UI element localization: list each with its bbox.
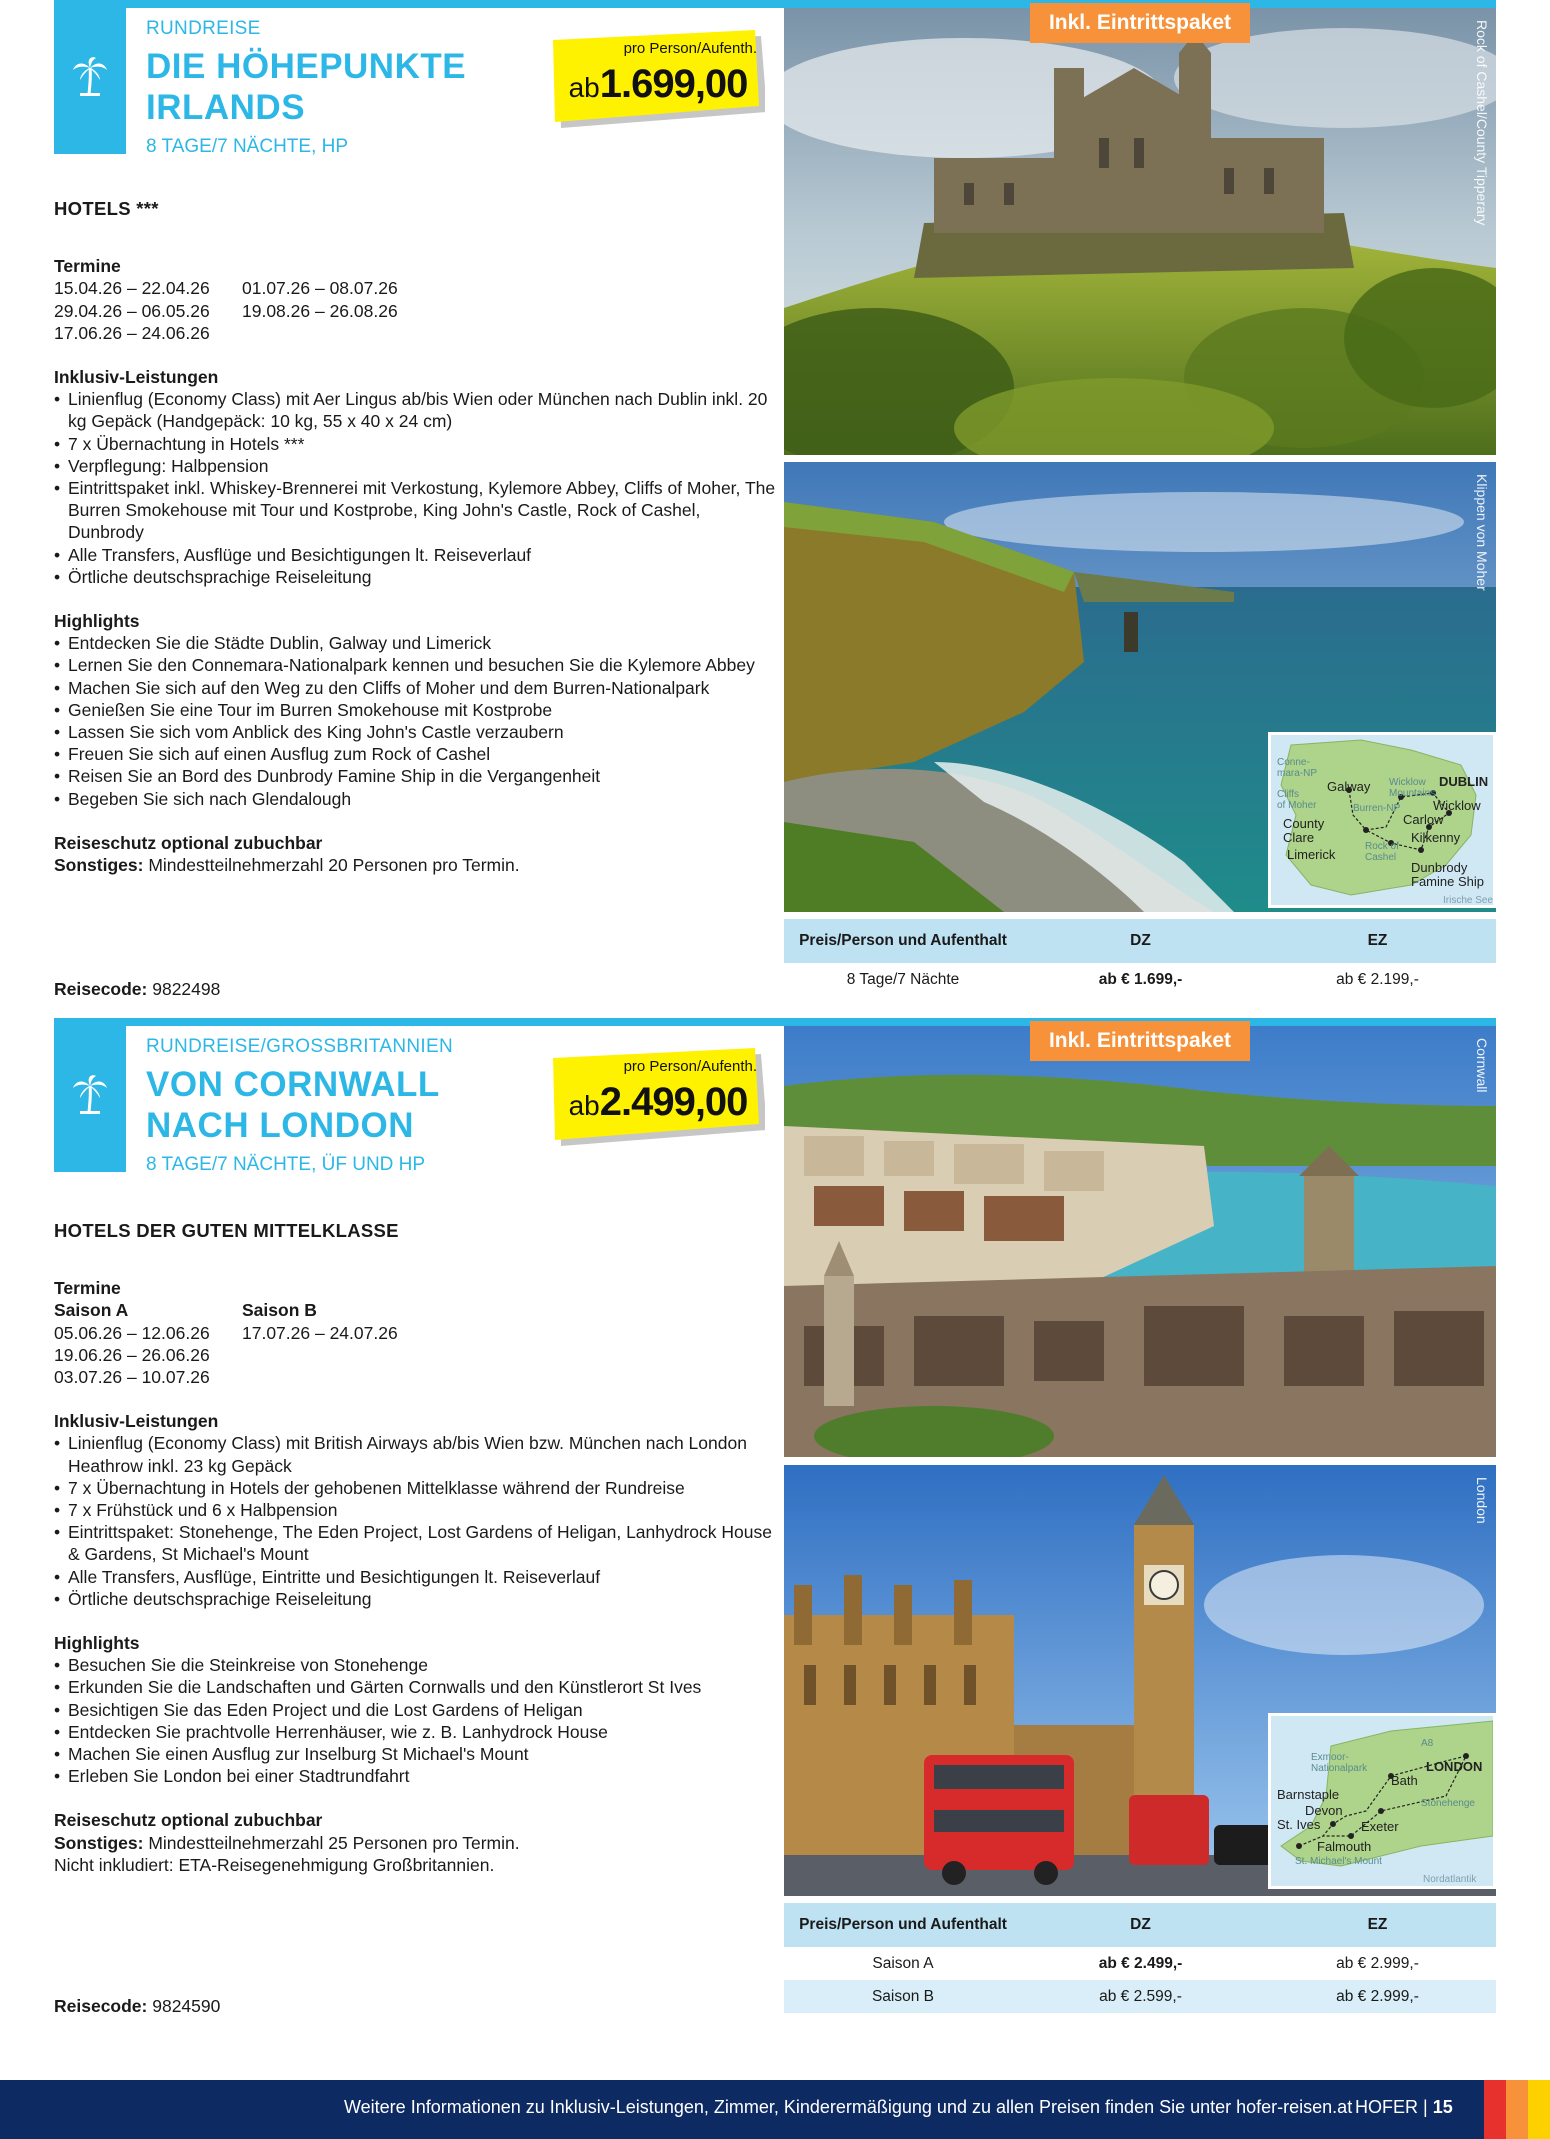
termine-col1: [54, 277, 242, 344]
map-label: Stonehenge: [1421, 1798, 1475, 1809]
price-badge: [545, 1046, 765, 1146]
reisecode: [54, 1996, 220, 2017]
termin: 19.08.26 – 26.08.26: [242, 300, 398, 321]
map-label: LONDON: [1426, 1759, 1483, 1774]
list-item: • 7 x Übernachtung in Hotels der gehobenen Mittelklasse während der Rundreise: [54, 1477, 779, 1499]
list-item: • Erleben Sie London bei einer Stadtrundfahrt: [54, 1765, 779, 1787]
tour-category-box: [54, 8, 126, 154]
section-top-rule: [54, 0, 1496, 8]
sonstiges-note: [54, 854, 779, 876]
map-label: A8: [1421, 1738, 1434, 1749]
tour-title: [146, 1064, 440, 1146]
termin: 01.07.26 – 08.07.26: [242, 278, 398, 299]
map-label: County Clare: [1283, 816, 1325, 845]
brand-name: HOFER: [1355, 2097, 1418, 2117]
list-item: • Entdecken Sie die Städte Dublin, Galway und Limerick: [54, 632, 779, 654]
map-label: Barnstaple: [1277, 1787, 1340, 1802]
brand-stripe: [1506, 2080, 1528, 2139]
map-label: Exeter: [1361, 1819, 1399, 1834]
reisecode-value: 9824590: [147, 1996, 221, 2016]
list-item: • Örtliche deutschsprachige Reiseleitung: [54, 1588, 779, 1610]
table-header: Preis/Person und Aufenthalt: [799, 932, 1007, 949]
tour-section-cornwall-london: [0, 1018, 1550, 2018]
list-item: • Machen Sie einen Ausflug zur Inselburg St Michael's Mount: [54, 1743, 779, 1765]
termin: 03.07.26 – 10.07.26: [54, 1367, 210, 1388]
price-table: [784, 1903, 1496, 2013]
palm-tree-icon: [72, 1074, 108, 1114]
table-header: DZ: [1130, 1916, 1151, 1933]
tour-category-box: [54, 1026, 126, 1172]
tour-title: [146, 46, 466, 128]
termin: 17.06.26 – 24.06.26: [54, 322, 210, 343]
list-item: • Linienflug (Economy Class) mit British Airways ab/bis Wien bzw. München nach London Heathrow inkl. 23 kg Gepäck: [54, 1432, 779, 1476]
table-header-row: [784, 919, 1496, 963]
list-item: • Eintrittspaket inkl. Whiskey-Brennerei mit Verkostung, Kylemore Abbey, Cliffs of Moher, The Burren Smokehouse mit Tour und Kostprobe, King John's Castle, Rock of Cashel, Dunbrody: [54, 477, 779, 544]
map-label: DUBLIN: [1439, 774, 1489, 789]
inklusiv-heading: Inklusiv-Leistungen: [54, 1411, 219, 1432]
tour-duration: 8 TAGE/7 NÄCHTE, ÜF UND HP: [146, 1154, 426, 1175]
price-note: pro Person/Aufenth.: [623, 40, 757, 57]
map-label: Rock of Cashel: [1365, 841, 1399, 863]
map-label: Burren-NP: [1353, 803, 1401, 814]
table-header-row: [784, 1903, 1496, 1947]
tour-kicker: RUNDREISE: [146, 18, 261, 39]
reiseschutz-note: Reiseschutz optional zubuchbar: [54, 1810, 323, 1831]
map-label: Devon: [1305, 1803, 1343, 1818]
photo-caption: Cornwall: [1474, 1038, 1490, 1093]
tour-section-ireland: [0, 0, 1550, 1005]
table-header: DZ: [1130, 932, 1151, 949]
hotel-category: HOTELS DER GUTEN MITTELKLASSE: [54, 1220, 399, 1241]
table-cell: ab € 2.499,-: [1098, 1954, 1183, 1972]
table-cell: ab € 2.999,-: [1336, 1954, 1419, 1972]
harbour-illustration: [784, 1026, 1496, 1457]
map-label: Nordatlantik: [1423, 1874, 1477, 1885]
saison-b-heading: Saison B: [242, 1300, 317, 1321]
list-item: • Alle Transfers, Ausflüge und Besichtigungen lt. Reiseverlauf: [54, 544, 779, 566]
map-label: Cliffs of Moher: [1277, 789, 1317, 811]
termin: 17.07.26 – 24.07.26: [242, 1322, 398, 1343]
tour-duration: 8 TAGE/7 NÄCHTE, HP: [146, 136, 349, 157]
footer-info: Weitere Informationen zu Inklusiv-Leistungen, Zimmer, Kinderermäßigung und zu allen Preisen finden Sie unter hofer-reisen.at: [344, 2097, 1353, 2117]
map-label: St. Michael's Mount: [1295, 1856, 1382, 1867]
table-row: [784, 963, 1496, 996]
map-label: Carlow: [1403, 812, 1444, 827]
sonstiges-note: [54, 1832, 779, 1854]
hotel-category: HOTELS ***: [54, 198, 159, 219]
page-footer: [0, 2080, 1550, 2139]
list-item: • Lassen Sie sich vom Anblick des King John's Castle verzaubern: [54, 721, 779, 743]
price-value: [553, 1080, 763, 1125]
table-cell: Saison A: [872, 1954, 934, 1972]
map-label: Bath: [1391, 1773, 1418, 1788]
list-item: • Besuchen Sie die Steinkreise von Stonehenge: [54, 1654, 779, 1676]
list-item: • Begeben Sie sich nach Glendalough: [54, 788, 779, 810]
tour-details: [54, 198, 779, 876]
tour-title-line2: NACH LONDON: [146, 1106, 414, 1145]
table-header: EZ: [1367, 1916, 1388, 1933]
map-label: St. Ives: [1277, 1817, 1321, 1832]
list-item: • Alle Transfers, Ausflüge, Eintritte und Besichtigungen lt. Reiseverlauf: [54, 1566, 779, 1588]
footer-brand: [1355, 2097, 1453, 2118]
sonstiges-text: Mindestteilnehmerzahl 25 Personen pro Termin.: [143, 1832, 520, 1853]
list-item: • 7 x Frühstück und 6 x Halbpension: [54, 1499, 779, 1521]
tour-details: [54, 1220, 779, 1876]
map-label: Wicklow: [1433, 798, 1481, 813]
list-item: • Genießen Sie eine Tour im Burren Smokehouse mit Kostprobe: [54, 699, 779, 721]
tour-title-line2: IRLANDS: [146, 88, 306, 127]
route-map-england: [1268, 1713, 1496, 1889]
list-item: • Machen Sie sich auf den Weg zu den Cliffs of Moher und dem Burren-Nationalpark: [54, 677, 779, 699]
table-cell: 8 Tage/7 Nächte: [846, 970, 960, 988]
price-badge: [545, 28, 765, 128]
list-item: • Verpflegung: Halbpension: [54, 455, 779, 477]
castle-illustration: [784, 8, 1496, 455]
section-top-rule: [54, 1018, 1496, 1026]
eintrittspaket-badge: Inkl. Eintrittspaket: [1030, 1021, 1250, 1061]
map-label: Galway: [1327, 779, 1371, 794]
map-label: Irische See: [1443, 895, 1494, 906]
table-cell: Saison B: [871, 1987, 935, 2005]
inklusiv-heading: Inklusiv-Leistungen: [54, 367, 219, 388]
highlights-list: [54, 1654, 779, 1787]
price-note: pro Person/Aufenth.: [623, 1058, 757, 1075]
sonstiges-text: Mindestteilnehmerzahl 20 Personen pro Termin.: [143, 855, 520, 876]
table-cell: ab € 2.999,-: [1336, 1987, 1419, 2005]
table-row: [784, 1980, 1496, 2013]
palm-tree-icon: [72, 56, 108, 96]
photo-rock-of-cashel: [784, 8, 1496, 455]
footer-separator: |: [1423, 2097, 1428, 2117]
tour-kicker: RUNDREISE/GROSSBRITANNIEN: [146, 1036, 453, 1057]
map-label: Wicklow Mountains: [1389, 777, 1436, 799]
list-item: • Freuen Sie sich auf einen Ausflug zum Rock of Cashel: [54, 743, 779, 765]
tour-title-line1: VON CORNWALL: [146, 1065, 440, 1104]
list-item: • Entdecken Sie prachtvolle Herrenhäuser, wie z. B. Lanhydrock House: [54, 1721, 779, 1743]
table-header: Preis/Person und Aufenthalt: [799, 1916, 1007, 1933]
termin: 05.06.26 – 12.06.26: [54, 1322, 210, 1343]
price-value: [553, 62, 763, 107]
map-label: Dunbrody Famine Ship: [1411, 860, 1484, 889]
list-item: • Lernen Sie den Connemara-Nationalpark kennen und besuchen Sie die Kylemore Abbey: [54, 654, 779, 676]
table-cell: ab € 2.599,-: [1099, 1987, 1182, 2005]
sonstiges-label: Sonstiges:: [54, 1832, 144, 1853]
photo-caption: Rock of Cashel/County Tipperary: [1474, 20, 1490, 226]
termine-heading: Termine: [54, 256, 121, 277]
map-label: Kilkenny: [1411, 830, 1461, 845]
price-prefix: ab: [568, 72, 600, 103]
highlights-heading: Highlights: [54, 611, 140, 632]
price-table: [784, 919, 1496, 996]
list-item: • Erkunden Sie die Landschaften und Gärten Cornwalls und den Künstlerort St Ives: [54, 1676, 779, 1698]
list-item: • Reisen Sie an Bord des Dunbrody Famine Ship in die Vergangenheit: [54, 765, 779, 787]
price-prefix: ab: [568, 1090, 600, 1121]
nicht-inkludiert-note: Nicht inkludiert: ETA-Reisegenehmigung Großbritannien.: [54, 1854, 495, 1875]
tour-title-line1: DIE HÖHEPUNKTE: [146, 47, 467, 86]
photo-cornwall: [784, 1026, 1496, 1457]
termine-col2: [242, 1299, 442, 1388]
table-header: EZ: [1367, 932, 1388, 949]
highlights-heading: Highlights: [54, 1633, 140, 1654]
inklusiv-list: [54, 1432, 779, 1610]
reiseschutz-note: Reiseschutz optional zubuchbar: [54, 832, 323, 853]
termin: 29.04.26 – 06.05.26: [54, 300, 210, 321]
eintrittspaket-badge: Inkl. Eintrittspaket: [1030, 3, 1250, 43]
map-label: Falmouth: [1317, 1839, 1372, 1854]
termin: 15.04.26 – 22.04.26: [54, 278, 210, 299]
table-cell: ab € 2.199,-: [1336, 970, 1419, 988]
termine-list: [54, 1299, 779, 1388]
termine-heading: Termine: [54, 1278, 121, 1299]
price-amount: 1.699,00: [599, 62, 748, 106]
highlights-list: [54, 632, 779, 810]
sonstiges-label: Sonstiges:: [54, 855, 144, 876]
list-item: • Besichtigen Sie das Eden Project und die Lost Gardens of Heligan: [54, 1699, 779, 1721]
list-item: • Örtliche deutschsprachige Reiseleitung: [54, 566, 779, 588]
map-label: Limerick: [1287, 847, 1336, 862]
termin: 19.06.26 – 26.06.26: [54, 1344, 210, 1365]
table-row: [784, 1947, 1496, 1980]
saison-a-heading: Saison A: [54, 1300, 129, 1321]
page-number: 15: [1432, 2097, 1453, 2117]
table-cell: ab € 1.699,-: [1098, 970, 1183, 988]
inklusiv-list: [54, 388, 779, 588]
reisecode-label: Reisecode:: [54, 1996, 148, 2016]
list-item: • 7 x Übernachtung in Hotels ***: [54, 433, 779, 455]
map-label: Conne- mara-NP: [1277, 757, 1318, 779]
termine-col1: [54, 1299, 242, 1388]
termine-list: [54, 277, 779, 344]
list-item: • Linienflug (Economy Class) mit Aer Lingus ab/bis Wien oder München nach Dublin inkl. 20 kg Gepäck (Handgepäck: 10 kg, 55 x 40 x 24 cm): [54, 388, 779, 432]
price-amount: 2.499,00: [599, 1080, 748, 1124]
termine-col2: [242, 277, 442, 344]
map-label: Exmoor- Nationalpark: [1311, 1752, 1368, 1774]
reisecode: [54, 979, 220, 1000]
reisecode-value: 9822498: [147, 979, 221, 999]
photo-caption: Klippen von Moher: [1474, 474, 1490, 591]
list-item: • Eintrittspaket: Stonehenge, The Eden Project, Lost Gardens of Heligan, Lanhydrock House & Gardens, St Michael's Mount: [54, 1521, 779, 1565]
brand-stripe: [1528, 2080, 1550, 2139]
photo-caption: London: [1474, 1477, 1490, 1524]
route-map-ireland: [1268, 732, 1496, 908]
reisecode-label: Reisecode:: [54, 979, 148, 999]
brand-stripe: [1484, 2080, 1506, 2139]
